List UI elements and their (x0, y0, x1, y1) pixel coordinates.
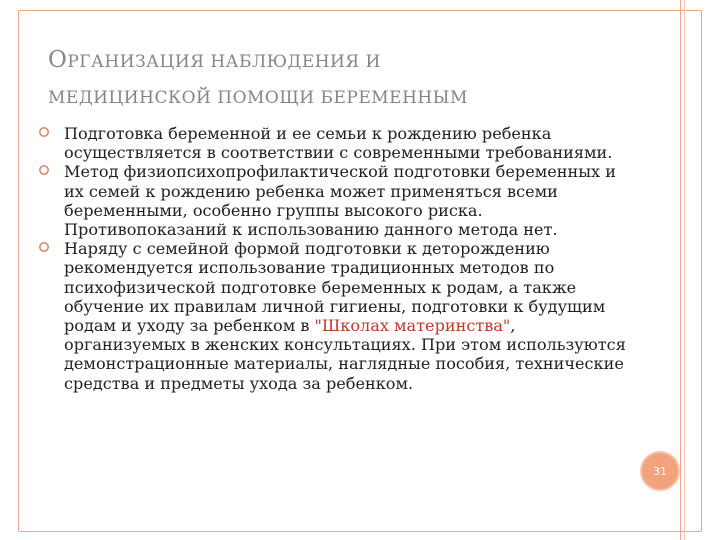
page-number-badge (640, 451, 680, 491)
circle-outline-bullet-icon (38, 241, 52, 255)
circle-outline-bullet-icon (38, 164, 52, 178)
title-line-2: МЕДИЦИНСКОЙ ПОМОЩИ БЕРЕМЕННЫМ (48, 88, 468, 108)
circle-outline-bullet-icon (38, 126, 52, 140)
bullet-text-part: , организуемых в женских консультациях. При этом используются демонстрационные материалы, наглядные пособия, технические средства и предметы ухода за ребенком. (64, 316, 626, 393)
bullet-text: Метод физиопсихопрофилактической подготовки беременных и их семей к рождению ребенка может применяться всеми беременными, особенно группы высокого риска. Противопоказаний к использованию данного метода нет. (64, 162, 616, 240)
slide-title (48, 42, 648, 116)
bullet-text: Подготовка беременной и ее семьи к рождению ребенка осуществляется в соответствии с современными требованиями. (64, 124, 613, 163)
page-number: 31 (653, 464, 667, 478)
bullet-item (38, 162, 638, 239)
highlighted-term: "Школах материнства" (314, 316, 511, 336)
title-line-1: ОРГАНИЗАЦИЯ НАБЛЮДЕНИЯ И (48, 47, 381, 73)
bullet-item (38, 239, 638, 393)
bullet-item (38, 124, 638, 162)
bullet-list (38, 124, 638, 393)
decorative-vertical-line-secondary (684, 0, 685, 540)
bullet-text-part: Наряду с семейной формой подготовки к деторождению рекомендуется использование традиционных методов по психофизической подготовке беременных к родам, а также обучение их правилам личной гигиены, подготовки к будущим родам и уходу за ребенком в (64, 239, 606, 336)
decorative-vertical-line (680, 0, 681, 540)
